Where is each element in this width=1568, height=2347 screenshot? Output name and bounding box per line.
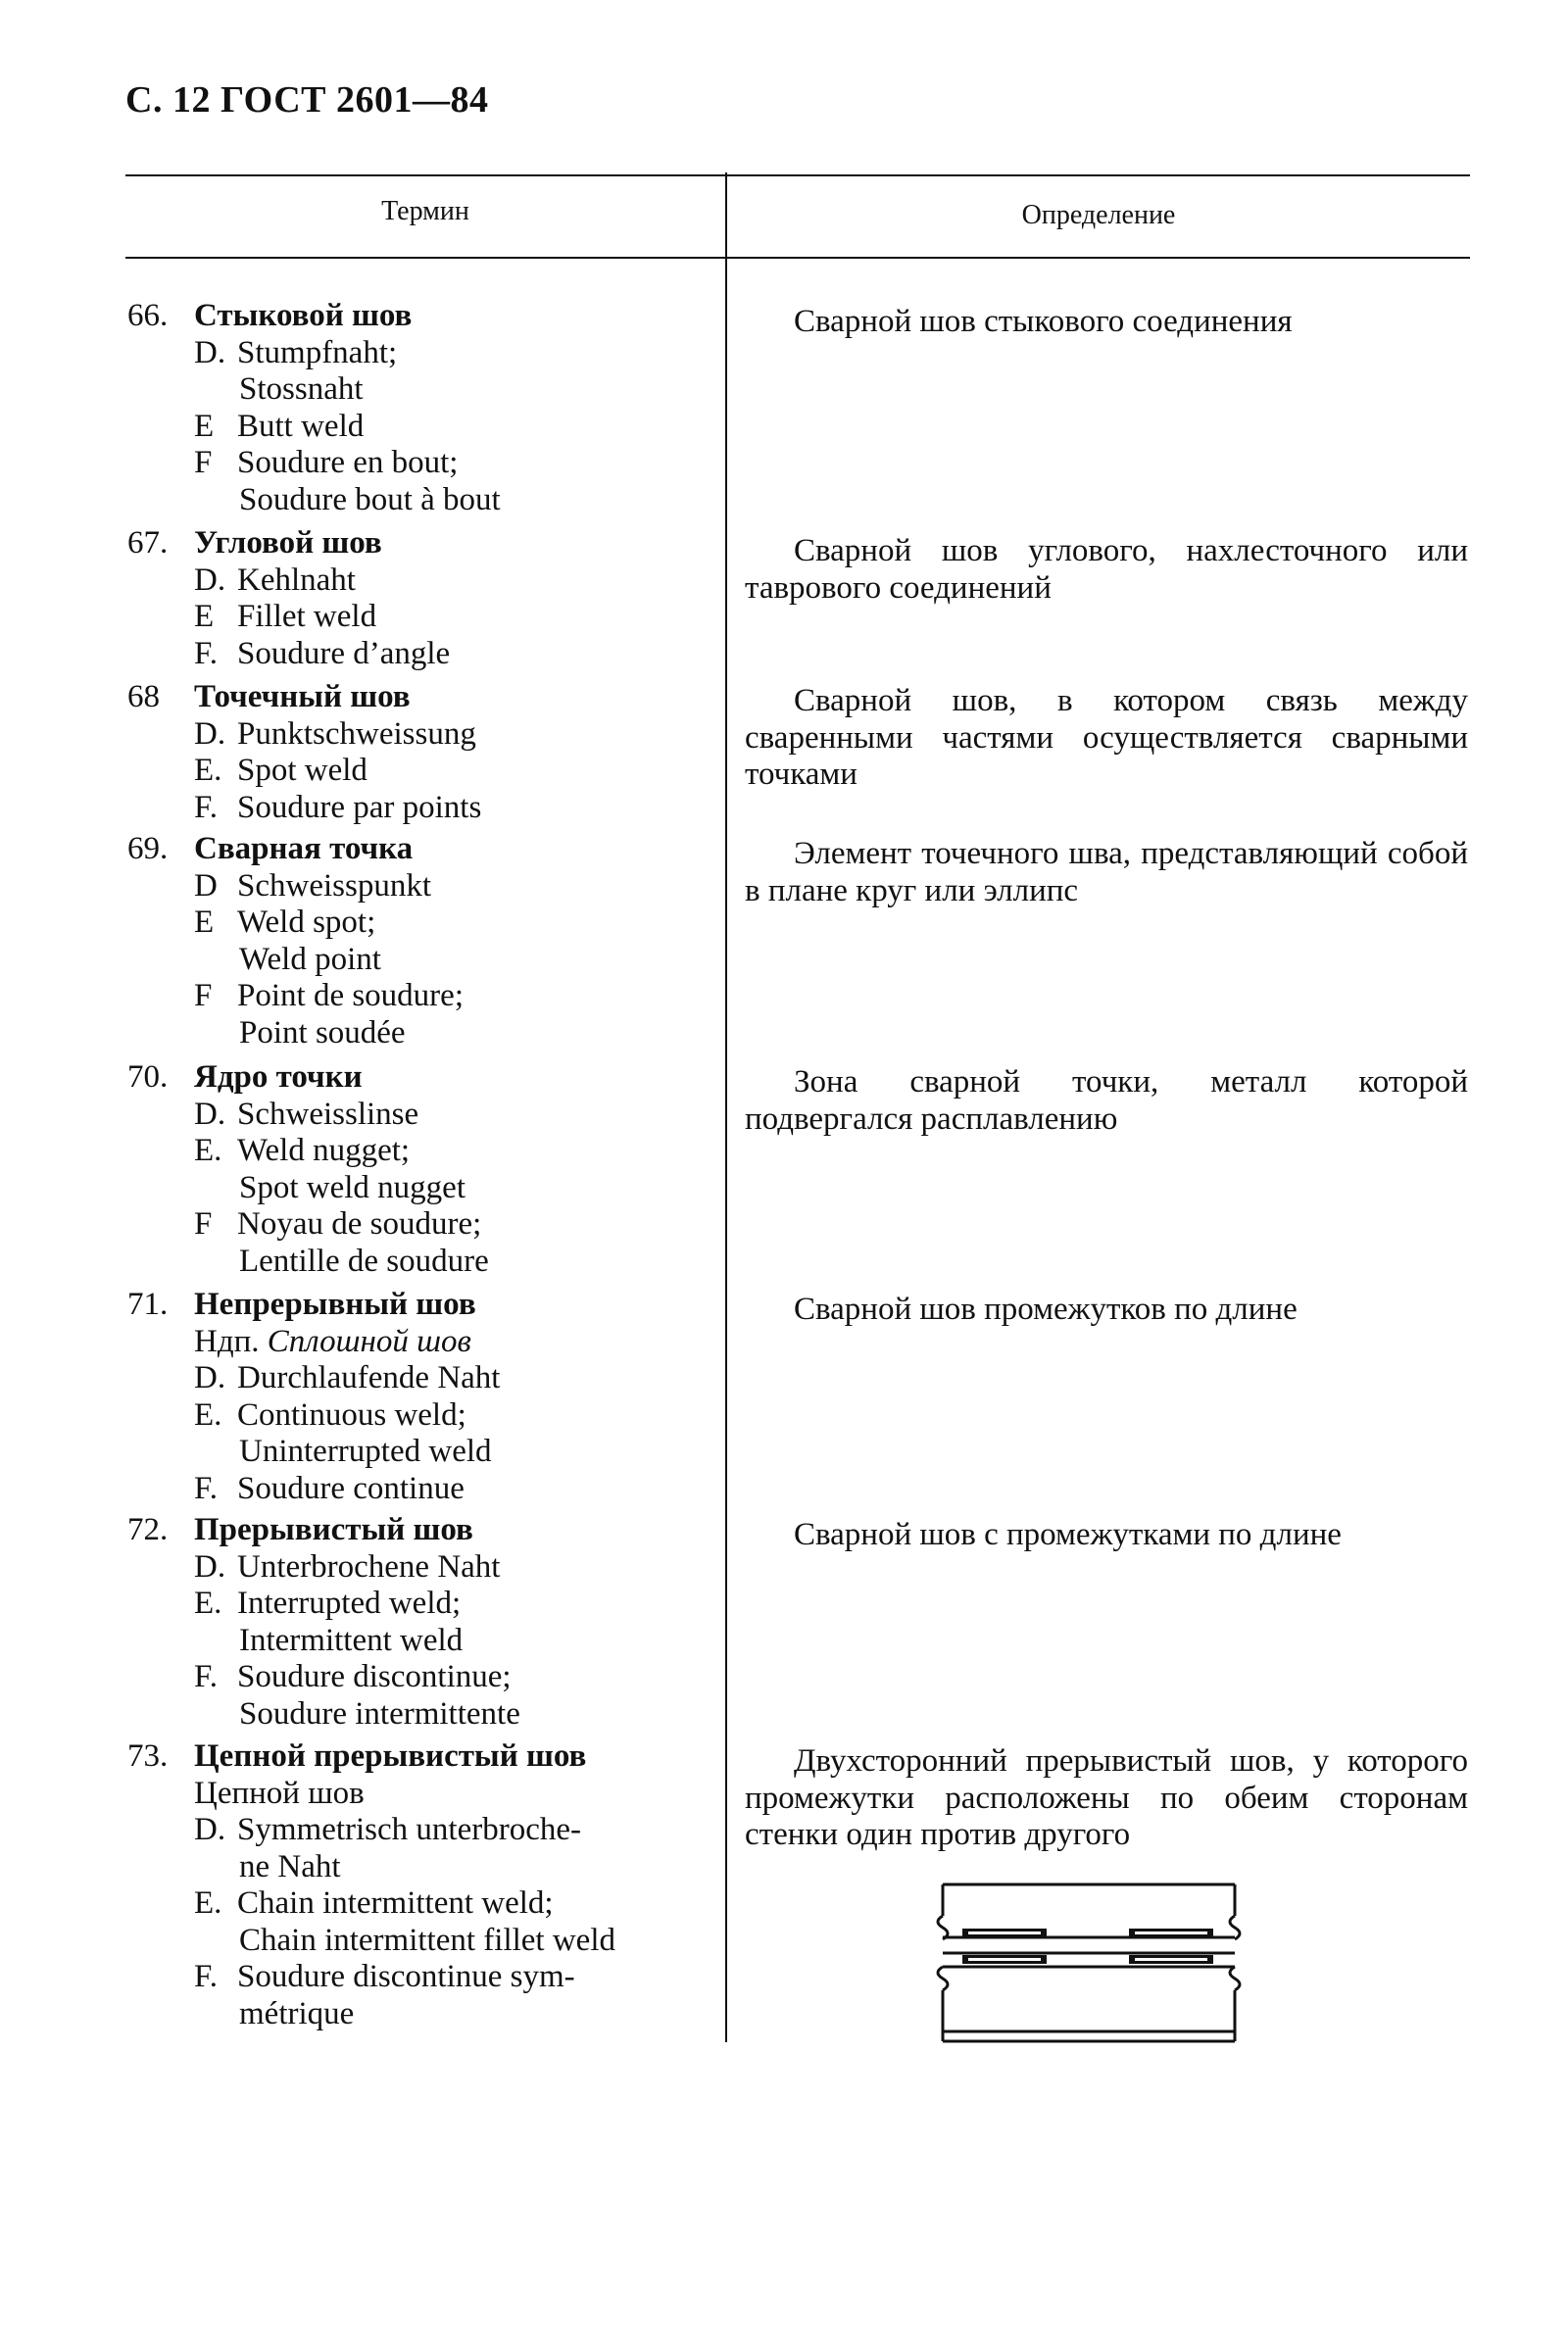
- foreign-equivalent: [127, 636, 715, 673]
- term-block: [127, 831, 715, 1051]
- language-tag: D.: [194, 562, 226, 598]
- term-number: 70.: [127, 1059, 169, 1095]
- foreign-term: Noyau de soudure;: [237, 1206, 482, 1242]
- foreign-term: Schweisspunkt: [237, 867, 431, 904]
- term-block: [127, 1287, 715, 1507]
- term-block: [127, 679, 715, 826]
- foreign-equivalent: [127, 1849, 715, 1886]
- foreign-equivalent: [127, 753, 715, 790]
- term-definition: Сварной шов углового, нахлесточного или таврового соединений: [745, 533, 1468, 606]
- foreign-equivalent: [127, 905, 715, 942]
- foreign-term: Weld point: [239, 941, 381, 977]
- term-number: 66.: [127, 298, 169, 333]
- language-tag: F: [194, 978, 213, 1013]
- foreign-equivalent: [127, 1923, 715, 1960]
- foreign-term: Point soudée: [239, 1014, 406, 1051]
- foreign-term: Interrupted weld;: [237, 1586, 462, 1621]
- foreign-equivalent: [127, 1549, 715, 1587]
- language-tag: F: [194, 1206, 213, 1242]
- language-tag: D.: [194, 715, 226, 752]
- language-tag: D.: [194, 1548, 226, 1585]
- term-number: 72.: [127, 1512, 169, 1547]
- term-russian: Ядро точки: [194, 1059, 363, 1095]
- foreign-equivalent: [127, 1885, 715, 1923]
- foreign-term: Durchlaufende Naht: [237, 1360, 501, 1395]
- language-tag: E.: [194, 753, 222, 788]
- term-definition: Зона сварной точки, металл которой подвергался расплавлению: [745, 1064, 1468, 1137]
- term-russian: Угловой шов: [194, 525, 382, 561]
- foreign-equivalent: [127, 1996, 715, 2033]
- foreign-term: Stossnaht: [239, 371, 364, 407]
- term-russian: Точечный шов: [194, 679, 411, 714]
- foreign-equivalent: [127, 371, 715, 409]
- term-block: [127, 1512, 715, 1733]
- term-number: 71.: [127, 1287, 169, 1322]
- foreign-term: Point de soudure;: [237, 978, 464, 1013]
- foreign-equivalent: [127, 942, 715, 979]
- language-tag: E.: [194, 1396, 222, 1433]
- foreign-term: Punktschweissung: [237, 715, 476, 752]
- foreign-term: Fillet weld: [237, 599, 377, 634]
- language-tag: F.: [194, 1659, 218, 1694]
- term-definition: Сварной шов промежутков по длине: [794, 1292, 1298, 1327]
- foreign-term: métrique: [239, 1995, 355, 2031]
- term-block: [127, 525, 715, 672]
- foreign-term: Butt weld: [237, 408, 365, 444]
- term-definition: Двухсторонний прерывистый шов, у которого промежутки расположены по обеим сторонам стенки один против другого: [745, 1743, 1468, 1852]
- foreign-term: Soudure d’angle: [237, 635, 451, 671]
- foreign-equivalent: [127, 1623, 715, 1660]
- term-russian: Непрерывный шов: [194, 1287, 476, 1322]
- foreign-term: Soudure discontinue sym-: [237, 1959, 575, 1994]
- foreign-term: Spot weld nugget: [239, 1169, 466, 1205]
- foreign-equivalent: [127, 1015, 715, 1052]
- language-tag: D.: [194, 1812, 226, 1847]
- foreign-term: Unterbrochene Naht: [237, 1548, 501, 1585]
- language-tag: E: [194, 905, 215, 940]
- foreign-equivalent: [127, 1812, 715, 1849]
- foreign-term: Schweisslinse: [237, 1096, 419, 1132]
- foreign-equivalent: [127, 1397, 715, 1435]
- term-number: 68: [127, 679, 160, 714]
- foreign-term: Soudure discontinue;: [237, 1659, 512, 1694]
- foreign-equivalent: [127, 1170, 715, 1207]
- foreign-term: Soudure en bout;: [237, 445, 459, 480]
- foreign-equivalent: [127, 1097, 715, 1134]
- foreign-equivalent: [127, 562, 715, 600]
- language-tag: E.: [194, 1586, 222, 1621]
- foreign-equivalent: [127, 1659, 715, 1696]
- term-block: [127, 1738, 715, 2032]
- foreign-equivalent: [127, 1434, 715, 1471]
- term-russian: Цепной прерывистый шов: [194, 1738, 587, 1774]
- foreign-equivalent: [127, 1696, 715, 1734]
- foreign-equivalent: [127, 1959, 715, 1996]
- language-tag: F.: [194, 789, 218, 825]
- foreign-term: Soudure continue: [237, 1470, 465, 1506]
- language-tag: D: [194, 867, 218, 904]
- column-header-term: Термин: [381, 196, 469, 226]
- foreign-term: Symmetrisch unterbroche-: [237, 1812, 581, 1847]
- deprecated-term: Сплошной шов: [267, 1323, 471, 1359]
- foreign-term: Stumpfnaht;: [237, 334, 398, 370]
- foreign-equivalent: [127, 335, 715, 372]
- foreign-equivalent: [127, 1471, 715, 1508]
- language-tag: D.: [194, 334, 226, 370]
- foreign-term: Continuous weld;: [237, 1396, 466, 1433]
- foreign-term: Intermittent weld: [239, 1622, 464, 1658]
- foreign-equivalent: [127, 1244, 715, 1281]
- column-header-definition: Определение: [1021, 200, 1176, 230]
- foreign-term: Kehlnaht: [237, 562, 356, 598]
- language-tag: E.: [194, 1885, 222, 1921]
- term-definition: Сварной шов с промежутками по длине: [794, 1517, 1342, 1552]
- foreign-term: Chain intermittent weld;: [237, 1885, 554, 1921]
- term-russian: Сварная точка: [194, 831, 414, 866]
- language-tag: E.: [194, 1133, 222, 1168]
- foreign-equivalent: [127, 599, 715, 636]
- foreign-term: Uninterrupted weld: [239, 1434, 492, 1469]
- term-definition: Сварной шов стыкового соединения: [794, 304, 1293, 339]
- foreign-term: Weld nugget;: [237, 1133, 411, 1168]
- language-tag: D.: [194, 1360, 226, 1395]
- term-number: 73.: [127, 1738, 169, 1774]
- foreign-term: Chain intermittent fillet weld: [239, 1922, 615, 1958]
- term-russian: Стыковой шов: [194, 298, 413, 333]
- foreign-equivalent: [127, 978, 715, 1015]
- term-number: 69.: [127, 831, 169, 866]
- foreign-equivalent: [127, 1360, 715, 1397]
- foreign-term: Weld spot;: [237, 905, 376, 940]
- page-header: С. 12 ГОСТ 2601—84: [125, 79, 489, 121]
- foreign-equivalent: [127, 1586, 715, 1623]
- foreign-equivalent: [127, 409, 715, 446]
- language-tag: D.: [194, 1096, 226, 1132]
- foreign-equivalent: [127, 482, 715, 519]
- deprecated-label: Ндп.: [194, 1323, 260, 1359]
- foreign-term: Soudure par points: [237, 789, 482, 825]
- foreign-equivalent: [127, 1206, 715, 1244]
- foreign-equivalent: [127, 1133, 715, 1170]
- term-definition: Элемент точечного шва, представляющий собой в плане круг или эллипс: [745, 836, 1468, 908]
- foreign-term: Soudure intermittente: [239, 1695, 520, 1732]
- term-russian: Прерывистый шов: [194, 1512, 473, 1547]
- foreign-equivalent: [127, 868, 715, 905]
- term-definition: Сварной шов, в котором связь между сваренными частями осуществляется сварными точками: [745, 683, 1468, 792]
- foreign-equivalent: [127, 790, 715, 827]
- term-block: [127, 298, 715, 518]
- language-tag: E: [194, 408, 215, 444]
- foreign-term: Soudure bout à bout: [239, 481, 501, 517]
- term-block: [127, 1059, 715, 1280]
- foreign-equivalent: [127, 716, 715, 754]
- term-synonym: Цепной шов: [194, 1775, 365, 1811]
- foreign-term: ne Naht: [239, 1848, 341, 1884]
- language-tag: F.: [194, 1959, 218, 1994]
- language-tag: F: [194, 445, 213, 480]
- foreign-equivalent: [127, 445, 715, 482]
- language-tag: F.: [194, 1470, 218, 1506]
- language-tag: F.: [194, 635, 218, 671]
- term-number: 67.: [127, 525, 169, 561]
- language-tag: E: [194, 599, 215, 634]
- foreign-term: Spot weld: [237, 753, 368, 788]
- chain-intermittent-weld-diagram: [931, 1877, 1245, 2053]
- foreign-term: Lentille de soudure: [239, 1243, 489, 1279]
